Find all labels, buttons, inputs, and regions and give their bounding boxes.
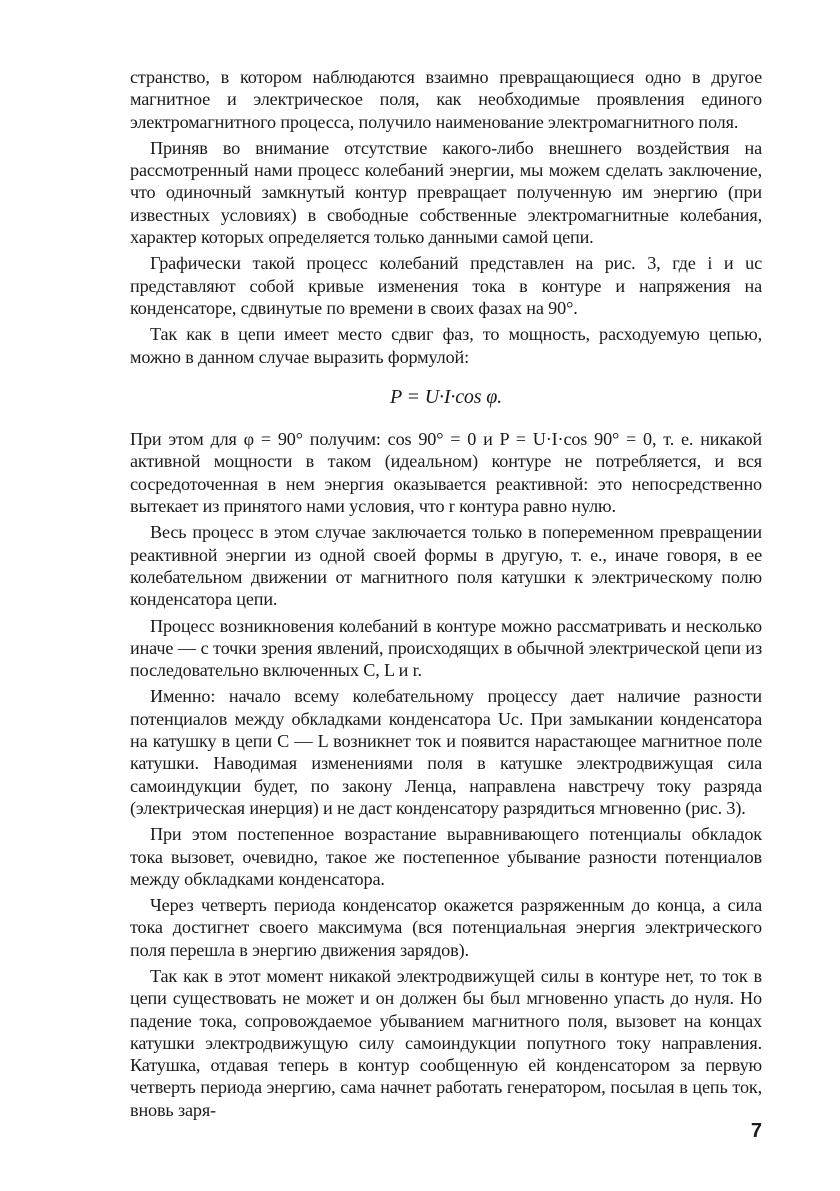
paragraph-6: Весь процесс в этом случае заключается только в попеременном превращении реактивной энергии из одной своей формы в другую, т. е., иначе говоря, в ее колебательном движении от магнитного поля катушки к электрическому полю конденсатора цепи.	[130, 522, 762, 610]
paragraph-11: Так как в этот момент никакой электродвижущей силы в контуре нет, то ток в цепи существовать не может и он должен бы был мгновенно упасть до нуля. Но падение тока, сопровождаемое убыванием магнитного поля, вызовет на концах катушки электродвижущую силу самоиндукции попутного току направления. Катушка, отдавая теперь в контур сообщенную ей конденсатором за первую четверть периода энергию, сама начнет работать генератором, посылая в цепь ток, вновь заря-	[130, 965, 762, 1120]
paragraph-9: При этом постепенное возрастание выравнивающего потенциалы обкладок тока вызовет, очевидно, такое же постепенное убывание разности потенциалов между обкладками конденсатора.	[130, 824, 762, 889]
paragraph-7: Процесс возникновения колебаний в контуре можно рассматривать и несколько иначе — с точки зрения явлений, происходящих в обычной электрической цепи из последовательно включенных C, L и r.	[130, 615, 762, 681]
power-formula: P = U·I·cos φ.	[389, 385, 503, 408]
paragraph-10: Через четверть периода конденсатор окажется разряженным до конца, а сила тока достигнет своего максимума (вся потенциальная энергия электрического поля перешла в энергию движения зарядов).	[130, 895, 762, 960]
paragraph-8: Именно: начало всему колебательному процессу дает наличие разности потенциалов между обкладками конденсатора Uc. При замыкании конденсатора на катушку в цепи C — L возникнет ток и появится нарастающее магнитное поле катушки. Наводимая изменениями поля в катушке электродвижущая сила самоиндукции будет, по закону Ленца, направлена навстречу току разряда (электрическая инерция) и не даст конденсатору разрядиться мгновенно (рис. 3).	[130, 686, 762, 818]
paragraph-4: Так как в цепи имеет место сдвиг фаз, то мощность, расходуемую цепью, можно в данном случае выразить формулой:	[130, 324, 762, 367]
paragraph-5: При этом для φ = 90° получим: cos 90° = 0 и P = U·I·cos 90° = 0, т. е. никакой активной мощности в таком (идеальном) контуре не потребляется, и вся сосредоточенная в нем энергия оказывается реактивной: это непосредственно вытекает из принятого нами условия, что r контура равно нулю.	[130, 429, 762, 517]
paragraph-1: странство, в котором наблюдаются взаимно превращающиеся одно в другое магнитное и электрическое поля, как необходимые проявления единого электромагнитного процесса, получило наименование электромагнитного поля.	[130, 67, 762, 132]
paragraph-2: Приняв во внимание отсутствие какого-либо внешнего воздействия на рассмотренный нами процесс колебаний энергии, мы можем сделать заключение, что одиночный замкнутый контур превращает полученную им энергию (при известных условиях) в свободные собственные электромагнитные колебания, характер которых определяется только данными самой цепи.	[130, 137, 762, 248]
page-body	[130, 66, 762, 1125]
page-number: 7	[750, 1120, 762, 1142]
paragraph-3: Графически такой процесс колебаний представлен на рис. 3, где i и uc представляют собой кривые изменения тока в контуре и напряжения на конденсаторе, сдвинутые по времени в своих фазах на 90°.	[130, 253, 762, 318]
